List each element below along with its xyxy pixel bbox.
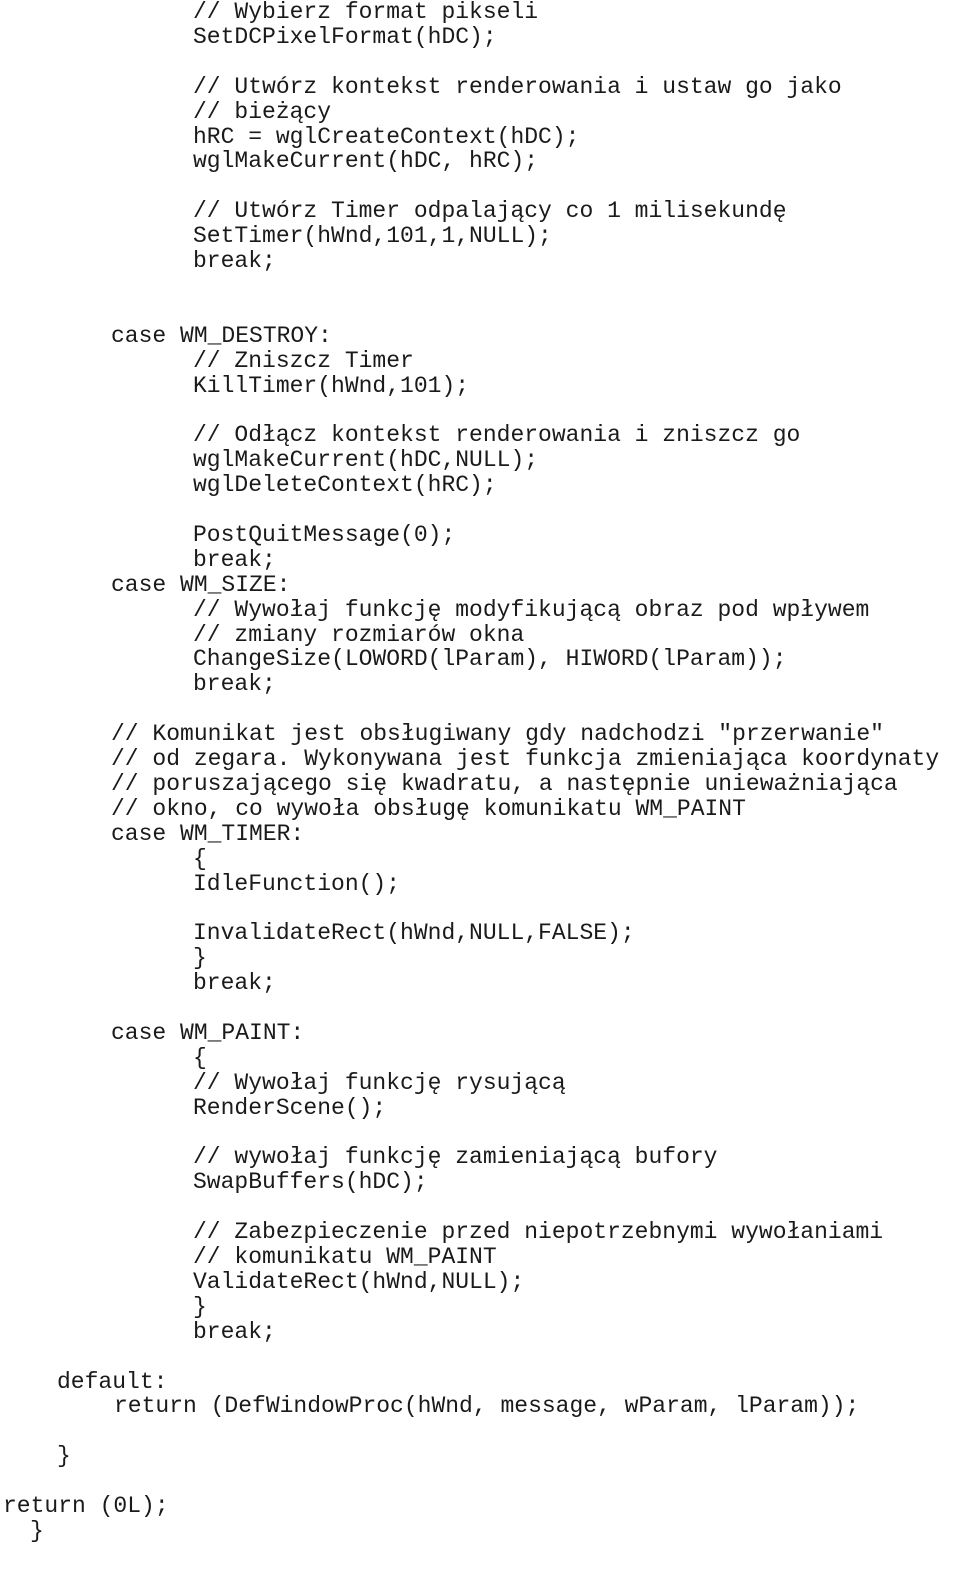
code-line: // wywołaj funkcję zamieniającą bufory	[193, 1144, 718, 1171]
code-line: // Wywołaj funkcję rysującą	[193, 1069, 566, 1096]
code-line: // zmiany rozmiarów okna	[193, 621, 525, 648]
code-line: return (0L);	[3, 1493, 169, 1519]
code-line: hRC = wglCreateContext(hDC);	[193, 123, 580, 150]
code-line: case WM_PAINT:	[111, 1019, 305, 1046]
code-line: break;	[193, 970, 276, 997]
code-line: }	[30, 1517, 44, 1544]
code-line: SwapBuffers(hDC);	[193, 1169, 428, 1196]
code-line: case WM_TIMER:	[111, 820, 305, 847]
code-line: // komunikatu WM_PAINT	[193, 1244, 497, 1270]
code-line: ValidateRect(hWnd,NULL);	[193, 1268, 525, 1295]
code-line: }	[193, 945, 207, 972]
code-line: // poruszającego się kwadratu, a następnie unieważniająca	[111, 770, 898, 797]
code-line: PostQuitMessage(0);	[193, 521, 456, 548]
code-line: break;	[193, 1318, 276, 1345]
code-line: // bieżący	[193, 98, 332, 125]
code-line: wglMakeCurrent(hDC,NULL);	[193, 447, 539, 474]
code-line: // Utwórz kontekst renderowania i ustaw go jako	[193, 73, 842, 100]
code-line: SetDCPixelFormat(hDC);	[193, 23, 497, 50]
code-line: // Zniszcz Timer	[193, 347, 414, 374]
code-line: // Zabezpieczenie przed niepotrzebnymi wywołaniami	[193, 1219, 884, 1246]
code-line: }	[193, 1293, 207, 1320]
code-line: KillTimer(hWnd,101);	[193, 372, 470, 399]
code-line: SetTimer(hWnd,101,1,NULL);	[193, 223, 552, 250]
code-line: // Odłącz kontekst renderowania i zniszcz go	[193, 422, 801, 449]
code-line: RenderScene();	[193, 1094, 387, 1121]
code-line: case WM_SIZE:	[111, 571, 291, 598]
code-line: // Wywołaj funkcję modyfikującą obraz pod wpływem	[193, 596, 870, 623]
code-line: break;	[193, 248, 276, 274]
code-line: // Utwórz Timer odpalający co 1 milisekundę	[193, 198, 787, 225]
code-line: // okno, co wywoła obsługę komunikatu WM_PAINT	[111, 795, 746, 822]
code-line: return (DefWindowProc(hWnd, message, wParam, lParam));	[114, 1393, 860, 1420]
code-line: // od zegara. Wykonywana jest funkcja zmieniająca koordynaty	[111, 746, 940, 772]
code-line: ChangeSize(LOWORD(lParam), HIWORD(lParam));	[193, 646, 787, 673]
code-line: break;	[193, 546, 276, 573]
code-line: }	[57, 1443, 71, 1470]
code-line: InvalidateRect(hWnd,NULL,FALSE);	[193, 920, 635, 947]
code-line: default:	[57, 1368, 168, 1395]
code-line: // Komunikat jest obsługiwany gdy nadchodzi "przerwanie"	[111, 721, 884, 748]
code-line: case WM_DESTROY:	[111, 322, 332, 349]
code-line: wglDeleteContext(hRC);	[193, 472, 497, 499]
code-line: break;	[193, 671, 276, 698]
code-line: wglMakeCurrent(hDC, hRC);	[193, 148, 539, 175]
code-line: IdleFunction();	[193, 870, 401, 897]
code-line: {	[193, 1044, 207, 1071]
code-line: {	[193, 845, 207, 872]
code-line: // Wybierz format pikseli	[193, 0, 539, 25]
